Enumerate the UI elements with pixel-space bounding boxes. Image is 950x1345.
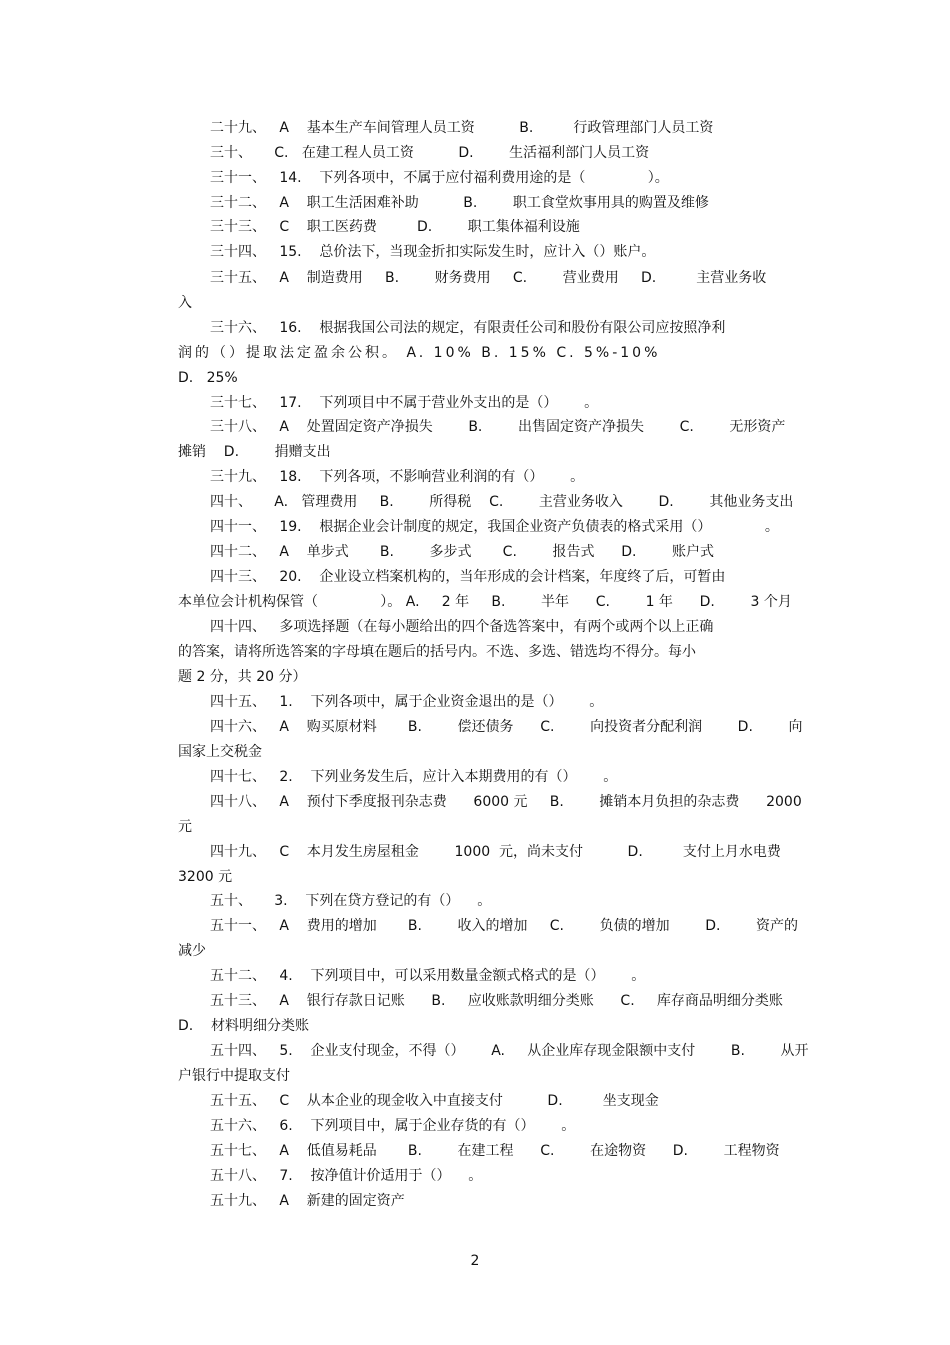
- text-line: 五十二、 4. 下列项目中，可以采用数量金额式格式的是（） 。: [210, 968, 646, 984]
- text-line: 三十八、 A 处置固定资产净损失 B. 出售固定资产净损失 C. 无形资产: [210, 419, 786, 435]
- text-line: 题 2 分，共 20 分）: [178, 669, 307, 685]
- text-line: D. 25%: [178, 370, 238, 386]
- text-line: 四十六、 A 购买原材料 B. 偿还债务 C. 向投资者分配利润 D. 向: [210, 719, 803, 735]
- text-line: 元: [178, 819, 192, 835]
- text-line: 润的（）提取法定盈余公积。 A. 10% B. 15% C. 5%-10%: [178, 345, 661, 361]
- text-line: 五十四、 5. 企业支付现金，不得（） A. 从企业库存现金限额中支付 B. 从开: [210, 1043, 809, 1059]
- text-line: 四十九、 C 本月发生房屋租金 1000 元，尚未支付 D. 支付上月水电费: [210, 844, 781, 860]
- page-number: 2: [470, 1253, 480, 1269]
- text-line: 五十一、 A 费用的增加 B. 收入的增加 C. 负债的增加 D. 资产的: [210, 918, 799, 934]
- text-line: 户银行中提取支付: [178, 1068, 290, 1084]
- text-line: 三十二、 A 职工生活困难补助 B. 职工食堂炊事用具的购置及维修: [210, 195, 709, 211]
- text-line: 四十五、 1. 下列各项中，属于企业资金退出的是（） 。: [210, 694, 604, 710]
- text-line: 三十四、 15. 总价法下，当现金折扣实际发生时，应计入（）账户。: [210, 244, 656, 260]
- text-line: 四十七、 2. 下列业务发生后，应计入本期费用的有（） 。: [210, 769, 618, 785]
- text-line: 三十一、 14. 下列各项中，不属于应付福利费用途的是（ ）。: [210, 170, 669, 186]
- text-line: D. 材料明细分类账: [178, 1018, 310, 1034]
- text-line: 摊销 D. 捐赠支出: [178, 444, 331, 460]
- text-line: 五十三、 A 银行存款日记账 B. 应收账款明细分类账 C. 库存商品明细分类账: [210, 993, 783, 1009]
- text-line: 减少: [178, 943, 206, 959]
- text-line: 三十九、 18. 下列各项，不影响营业利润的有（） 。: [210, 469, 585, 485]
- text-line: 五十六、 6. 下列项目中，属于企业存货的有（） 。: [210, 1118, 576, 1134]
- text-line: 四十二、 A 单步式 B. 多步式 C. 报告式 D. 账户式: [210, 544, 715, 560]
- text-line: 五十九、 A 新建的固定资产: [210, 1193, 405, 1209]
- text-line: 四十四、 多项选择题（在每小题给出的四个备选答案中，有两个或两个以上正确: [210, 619, 714, 635]
- text-line: 三十三、 C 职工医药费 D. 职工集体福利设施: [210, 219, 580, 235]
- text-line: 四十八、 A 预付下季度报刊杂志费 6000 元 B. 摊销本月负担的杂志费 2000: [210, 794, 802, 810]
- text-line: 五十五、 C 从本企业的现金收入中直接支付 D. 坐支现金: [210, 1093, 659, 1109]
- text-line: 三十五、 A 制造费用 B. 财务费用 C. 营业费用 D. 主营业务收: [210, 270, 767, 286]
- text-line: 五十八、 7. 按净值计价适用于（） 。: [210, 1168, 483, 1184]
- text-line: 四十、 A. 管理费用 B. 所得税 C. 主营业务收入 D. 其他业务支出: [210, 494, 794, 510]
- text-line: 国家上交税金: [178, 744, 262, 760]
- text-line: 三十七、 17. 下列项目中不属于营业外支出的是（） 。: [210, 395, 599, 411]
- text-line: 五十七、 A 低值易耗品 B. 在建工程 C. 在途物资 D. 工程物资: [210, 1143, 780, 1159]
- text-line: 三十六、 16. 根据我国公司法的规定，有限责任公司和股份有限公司应按照净利: [210, 320, 726, 336]
- text-line: 四十一、 19. 根据企业会计制度的规定，我国企业资产负债表的格式采用（） 。: [210, 519, 779, 535]
- text-line: 二十九、 A 基本生产车间管理人员工资 B. 行政管理部门人员工资: [210, 120, 714, 136]
- text-line: 的答案，请将所选答案的字母填在题后的括号内。不选、多选、错选均不得分。每小: [178, 644, 696, 660]
- text-line: 三十、 C. 在建工程人员工资 D. 生活福利部门人员工资: [210, 145, 650, 161]
- text-line: 本单位会计机构保管（ ）。 A. 2 年 B. 半年 C. 1 年 D. 3 个月: [178, 594, 792, 610]
- text-line: 入: [178, 295, 192, 311]
- text-line: 3200 元: [178, 869, 233, 885]
- text-line: 五十、 3. 下列在贷方登记的有（） 。: [210, 893, 492, 909]
- text-line: 四十三、 20. 企业设立档案机构的，当年形成的会计档案，年度终了后，可暂由: [210, 569, 726, 585]
